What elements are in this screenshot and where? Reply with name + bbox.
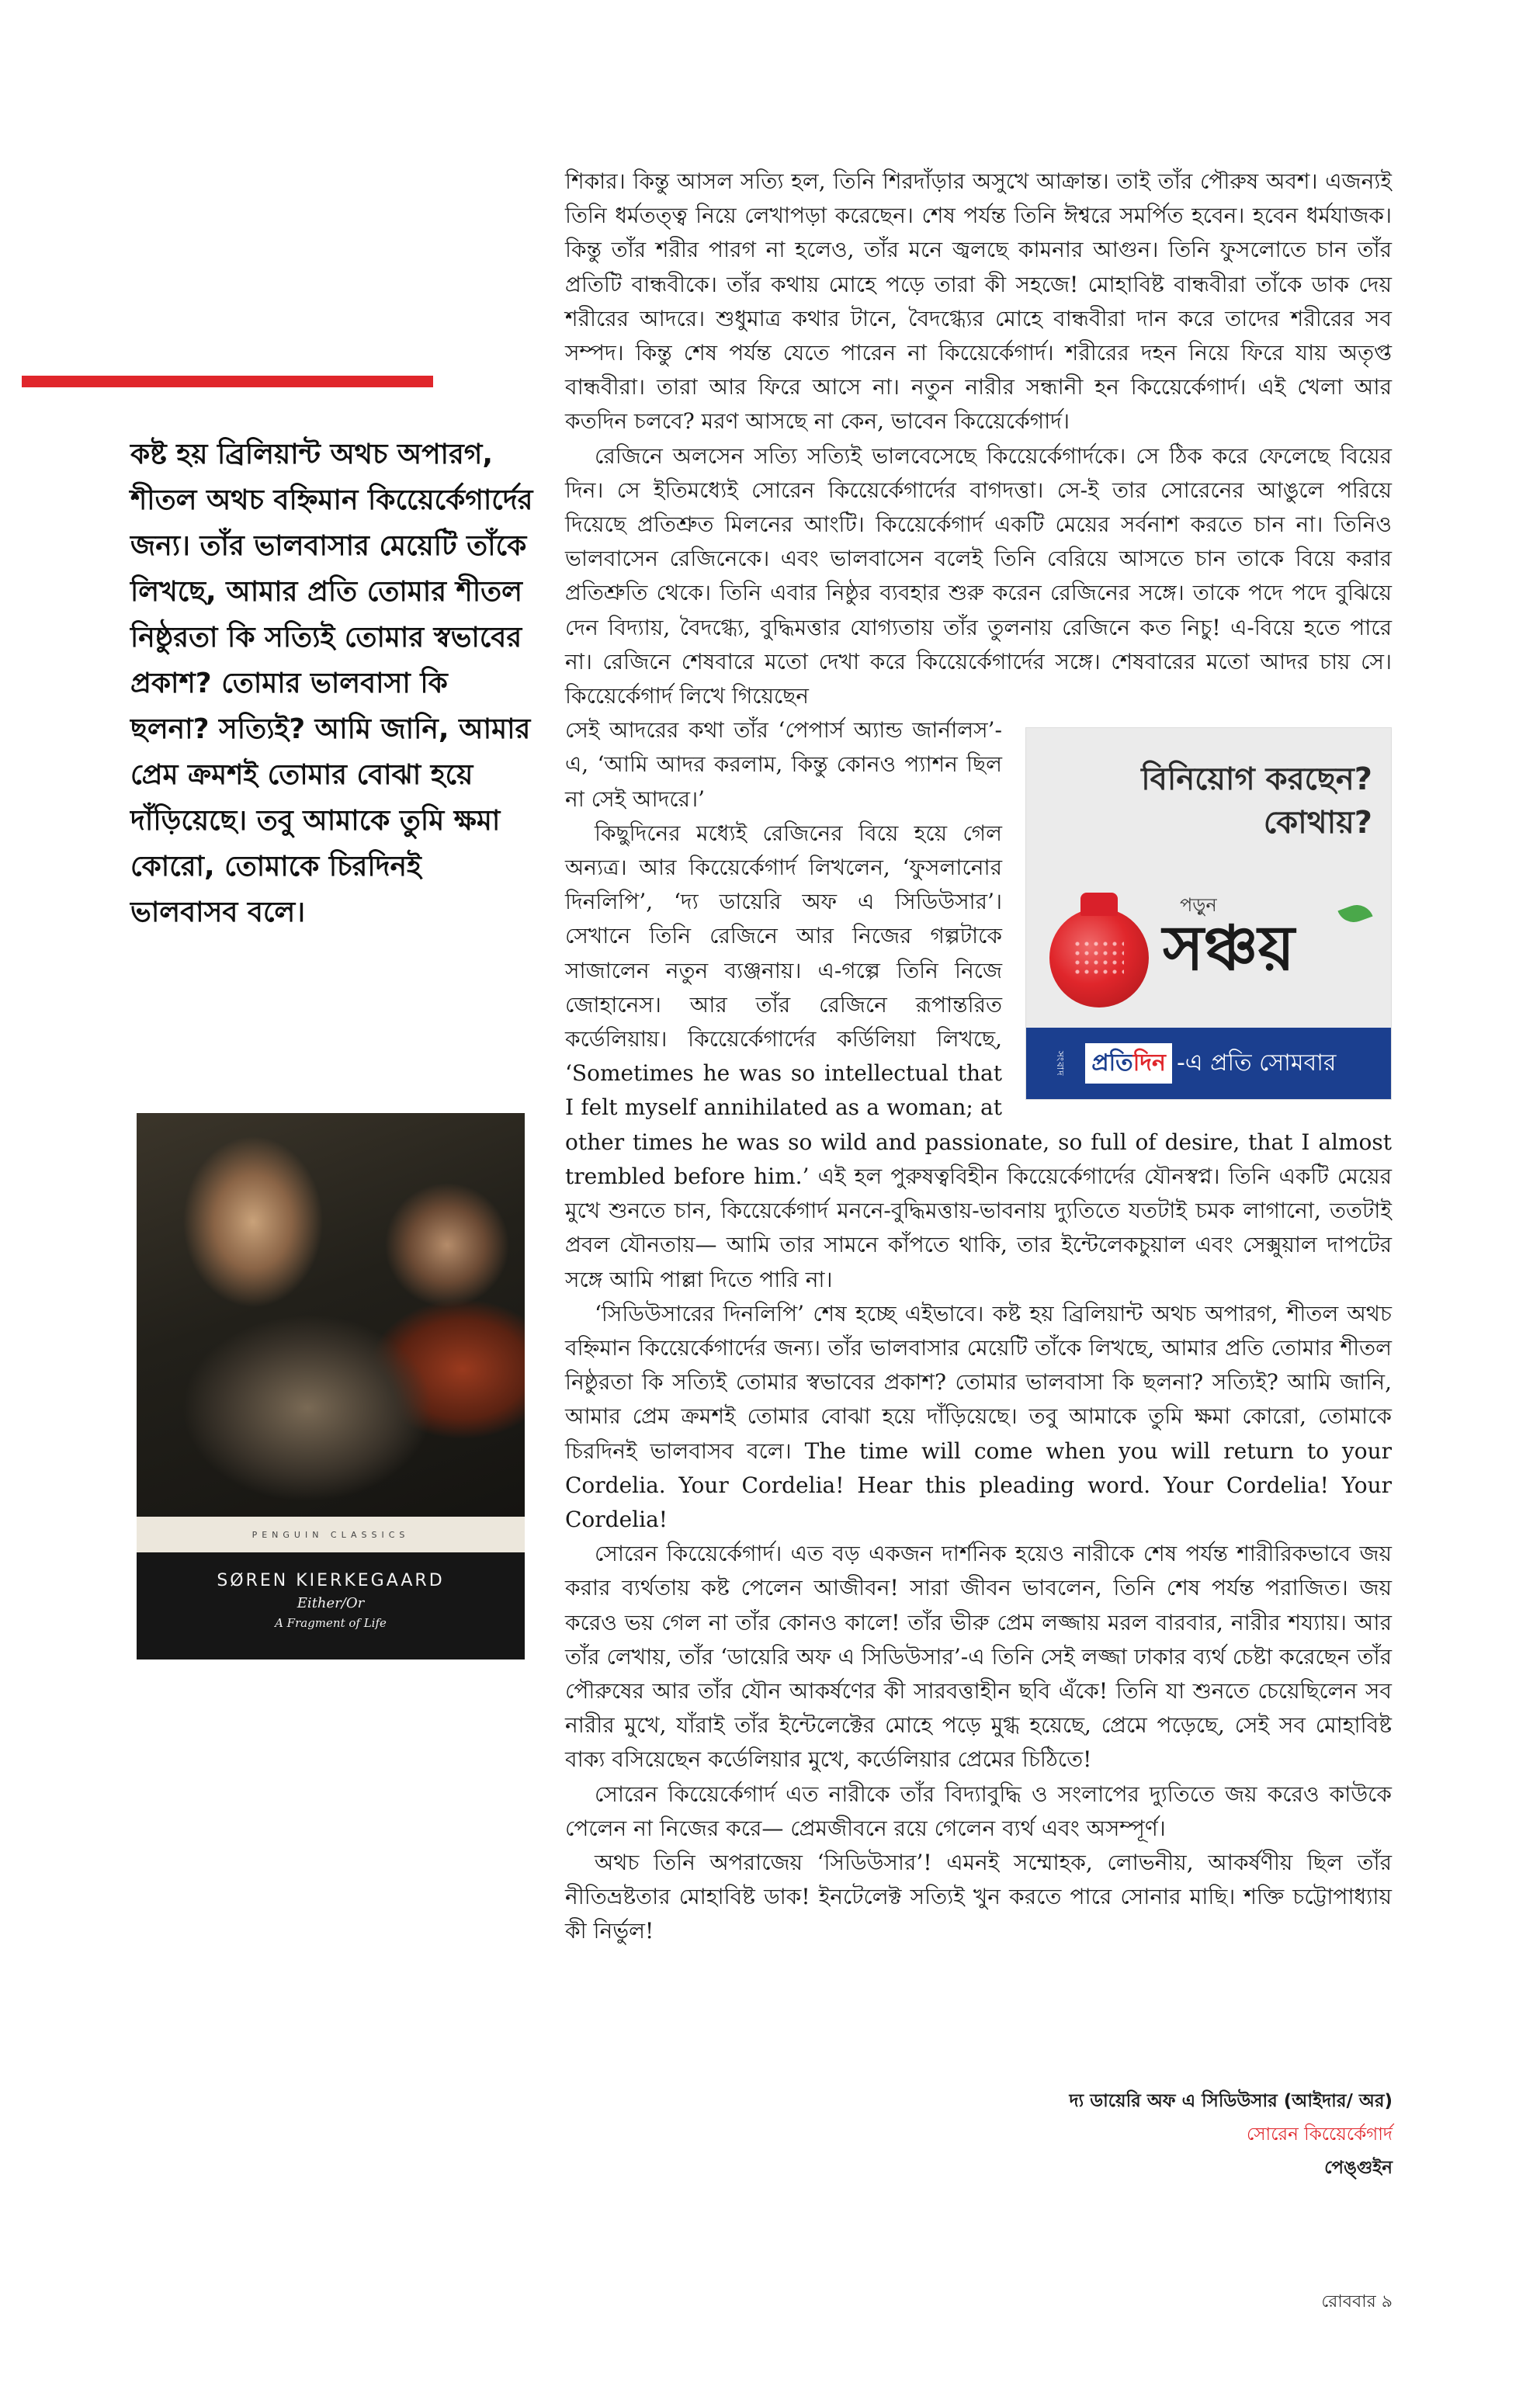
article-paragraph: সোরেন কিয়েের্কেগার্দ এত নারীকে তাঁর বিদ্যাবুদ্ধি ও সংলাপের দ্যুতিতে জয় করেও কাউকে পেলেন না নিজের করে— প্রেমজীবনে রয়ে গেলেন ব্যর্থ এবং অসম্পূর্ণ। (565, 1781, 1392, 1841)
ad-headline-line-2: কোথায়? (1263, 805, 1372, 841)
cover-book-subtitle: A Fragment of Life (275, 1616, 387, 1630)
credit-publisher: পেঙ্গুইন (1324, 2158, 1393, 2178)
pratidin-logo-part-1: প্রতি (1091, 1049, 1133, 1077)
accent-rule (22, 376, 433, 387)
credit-book-title: দ্য ডায়েরি অফ এ সিডিউসার (আইদার/ অর) (1069, 2091, 1393, 2111)
ad-headline-line-1: বিনিয়োগ করছেন? (1141, 761, 1372, 798)
cover-painting (137, 1113, 525, 1517)
leaf-icon (1337, 900, 1372, 927)
sanchay-advertisement (1025, 727, 1392, 1100)
pratidin-logo-part-2: দিন (1132, 1049, 1166, 1077)
cover-series-band (137, 1517, 525, 1552)
book-credits (1069, 2085, 1393, 2185)
cover-book-title: Either/Or (297, 1595, 365, 1611)
cover-title-block (137, 1552, 525, 1659)
article-paragraph: কিছুদিনের মধ্যেই রেজিনের বিয়ে হয়ে গেল অন্যত্র। আর কিয়েের্কেগার্দ লিখলেন, ‘ফুসলানোর দিনলিপি’, ‘দ্য ডায়েরি অফ এ সিডিউসার’। সেখানে তিনি রেজিনে আর নিজের গল্পটাকে সাজালেন নতুন ব্যঞ্জনায়। এ-গল্পে তিনি নিজে জোহানেস। আর তাঁর রেজিনে রূপান্তরিত কর্ডেলিয়ায়। কিয়েের্কেগার্দের কর্ডিলিয়া লিখছে, ‘Sometimes he was so intellectual that I felt myself annihilated as a woman; at other times he was so wild and passionate, so full of desire, that I almost trembled before him.’ এই হল পুরুষত্ববিহীন কিয়েের্কেগার্দের যৌনস্বপ্ন। তিনি একটি মেয়ের মুখে শুনতে চান, কিয়েের্কেগার্দ মননে-বুদ্ধিমত্তায়-ভাবনায় দ্যুতিতে যতটাই চমক লাগানো, ততটাই প্রবল যৌনতায়— আমি তার সামনে কাঁপতে থাকি, তার ইন্টেলেকচুয়াল এবং সেক্সুয়াল দাপটের সঙ্গে আমি পাল্লা দিতে পারি না। (565, 820, 1392, 1292)
cover-series-label: PENGUIN CLASSICS (251, 1529, 410, 1540)
ad-headline (1042, 758, 1372, 844)
ad-bar-day: -এ প্রতি সোমবার (1176, 1049, 1337, 1077)
ad-pratidin-bar (1026, 1028, 1391, 1099)
pratidin-logo (1085, 1043, 1172, 1084)
article-paragraph: সেই আদরের কথা তাঁর ‘পেপার্স অ্যান্ড জার্নালস’-এ, ‘আমি আদর করলাম, কিন্তু কোনও প্যাশন ছিল না সেই আদরে।’ (565, 717, 1002, 812)
ad-read-label: পড়ুন (1180, 894, 1217, 917)
article-paragraph: শিকার। কিন্তু আসল সত্যি হল, তিনি শিরদাঁড়ার অসুখে আক্রান্ত। তাই তাঁর পৌরুষ অবশ। এজন্যই তিনি ধর্মতত্ত্ব নিয়ে লেখাপড়া করেছেন। শেষ পর্যন্ত তিনি ঈশ্বরে সমর্পিত হবেন। হবেন ধর্মযাজক। কিন্তু তাঁর শরীর পারগ না হলেও, তাঁর মনে জ্বলছে কামনার আগুন। তিনি ফুসলোতে চান তাঁর প্রতিটি বান্ধবীকে। তাঁর কথায় মোহে পড়ে তারা কী সহজে! মোহাবিষ্ট বান্ধবীরা তাঁকে ডাক দেয় শরীরের আদরে। শুধুমাত্র কথার টানে, বৈদগ্ধ্যের মোহে বান্ধবীরা দান করে তাদের শরীরের সব সম্পদ। কিন্তু শেষ পর্যন্ত যেতে পারেন না কিয়েের্কেগার্দ। শরীরের দহন নিয়ে ফিরে যায় অতৃপ্ত বান্ধবীরা। তারা আর ফিরে আসে না। নতুন নারীর সন্ধানী হন কিয়েের্কেগার্দ। এই খেলা আর কতদিন চলবে? মরণ আসছে না কেন, ভাবেন কিয়েের্কেগার্দ। (565, 168, 1392, 435)
article-paragraph: অথচ তিনি অপরাজেয় ‘সিডিউসার’! এমনই সম্মোহক, লোভনীয়, আকর্ষণীয় ছিল তাঁর নীতিভ্রষ্টতার মোহাবিষ্ট ডাক! ইনটেলেক্ট সত্যিই খুন করতে পারে সোনার মাছি। শক্তি চট্টোপাধ্যায় কী নির্ভুল! (565, 1849, 1392, 1944)
ad-brand-logo: সঞ্চয় (1163, 912, 1295, 985)
article-paragraph: রেজিনে অলসেন সত্যি সত্যিই ভালবেসেছে কিয়েের্কেগার্দকে। সে ঠিক করে ফেলেছে বিয়ের দিন। সে ইতিমধ্যেই সোরেন কিয়েের্কেগার্দের বাগদত্তা। সে-ই তার সোরেনের আঙুলে পরিয়ে দিয়েছে প্রতিশ্রুত মিলনের আংটি। কিয়েের্কেগার্দ একটি মেয়ের সর্বনাশ করতে চান না। তিনিও ভালবাসেন রেজিনেকে। এবং ভালবাসেন বলেই তিনি বেরিয়ে আসতে চান তাকে বিয়ে করার প্রতিশ্রুতি থেকে। তিনি এবার নিষ্ঠুর ব্যবহার শুরু করেন রেজিনের সঙ্গে। তাকে পদে পদে বুঝিয়ে দেন বিদ্যায়, বৈদগ্ধ্যে, বুদ্ধিমত্তার যোগ্যতায় তাঁর তুলনায় রেজিনে কত নিচু! এ-বিয়ে হতে পারে না। রেজিনে শেষবারে মতো দেখা করে কিয়েের্কেগার্দের সঙ্গে। শেষবারের মতো আদর চায় সে। কিয়েের্কেগার্দ লিখে গিয়েছেন (565, 442, 1392, 709)
credit-author: সোরেন কিয়েের্কেগার্দ (1247, 2124, 1393, 2145)
article-paragraph: সোরেন কিয়েের্কেগার্দ। এত বড় একজন দার্শনিক হয়েও নারীকে শেষ পর্যন্ত শারীরিকভাবে জয় করার ব্যর্থতায় কষ্ট পেলেন আজীবন! সারা জীবন ভাবলেন, তিনি শেষ পর্যন্ত পরাজিত। জয় করেও ভয় গেল না তাঁর কোনও কালে! তাঁর ভীরু প্রেম লজ্জায় মরল বারবার, নারীর শয্যায়। আর তাঁর লেখায়, তাঁর ‘ডায়েরি অফ এ সিডিউসার’-এ তিনি সেই লজ্জা ঢাকার ব্যর্থ চেষ্টা করেছেন তাঁর পৌরুষের আর তাঁর যৌন আকর্ষণের কী সারবত্তাহীন ছবি এঁকে! তিনি যা শুনতে চেয়েছিলেন সব নারীর মুখে, যাঁরাই তাঁর ইন্টেলেক্টের মোহে পড়ে মুগ্ধ হয়েছে, প্রেমে পড়েছে, সেই সব মোহাবিষ্ট বাক্য বসিয়েছেন কর্ডেলিয়ার মুখে, কর্ডেলিয়ার প্রেমের চিঠিতে! (565, 1541, 1392, 1773)
article-paragraph: ‘সিডিউসারের দিনলিপি’ শেষ হচ্ছে এইভাবে। কষ্ট হয় ব্রিলিয়ান্ট অথচ অপারগ, শীতল অথচ বহ্নিমান কিয়েের্কেগার্দের জন্য। তাঁর ভালবাসার মেয়েটি তাঁকে লিখছে, আমার প্রতি তোমার শীতল নিষ্ঠুরতা কি সত্যিই তোমার স্বভাবের প্রকাশ? তোমার ভালবাসা কি ছলনা? সত্যিই? আমি জানি, আমার প্রেম ক্রমশই তোমার বোঝা হয়ে দাঁড়িয়েছে। তবু আমাকে তুমি ক্ষমা কোরো, তোমাকে চিরদিনই ভালবাসব বলে। The time will come when you will return to your Cordelia. Your Cordelia! Hear this pleading word. Your Cordelia! Your Cordelia! (565, 1300, 1392, 1532)
ad-bar-side-label: সংবাদ (1055, 1050, 1067, 1077)
pull-quote: কষ্ট হয় ব্রিলিয়ান্ট অথচ অপারগ, শীতল অথচ বহ্নিমান কিয়েের্কেগার্দের জন্য। তাঁর ভালবাসার মেয়েটি তাঁকে লিখছে, আমার প্রতি তোমার শীতল নিষ্ঠুরতা কি সত্যিই তোমার স্বভাবের প্রকাশ? তোমার ভালবাসা কি ছলনা? সত্যিই? আমি জানি, আমার প্রেম ক্রমশই তোমার বোঝা হয়ে দাঁড়িয়েছে। তবু আমাকে তুমি ক্ষমা কোরো, তোমাকে চিরদিনই ভালবাসব বলে। (130, 439, 533, 928)
page-number: রোববার ৯ (1321, 2292, 1393, 2311)
cover-author: SØREN KIERKEGAARD (217, 1571, 445, 1590)
book-cover-image (137, 1113, 525, 1659)
pomegranate-icon (1049, 908, 1149, 1007)
article-body (565, 165, 1392, 1949)
